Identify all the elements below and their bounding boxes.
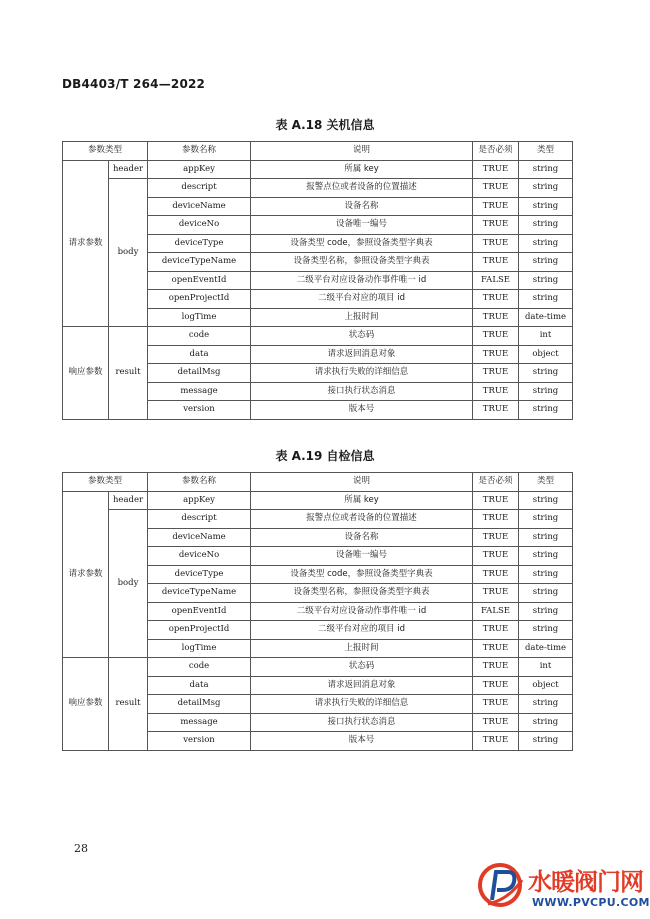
param-type: string bbox=[519, 179, 573, 198]
param-name: openProjectId bbox=[148, 290, 251, 309]
param-description: 设备类型名称，参照设备类型字典表 bbox=[251, 253, 473, 272]
body-group-label: body bbox=[109, 179, 148, 327]
param-type: date-time bbox=[519, 308, 573, 327]
param-name: deviceType bbox=[148, 565, 251, 584]
param-name: appKey bbox=[148, 491, 251, 510]
param-description: 二级平台对应的项目 id bbox=[251, 290, 473, 309]
watermark-url: WWW.PVCPU.COM bbox=[532, 896, 650, 909]
param-required: TRUE bbox=[473, 713, 519, 732]
param-name: code bbox=[148, 658, 251, 677]
table-a19-caption: 表 A.19 自检信息 bbox=[275, 449, 375, 463]
param-description: 接口执行状态消息 bbox=[251, 382, 473, 401]
table-header-row bbox=[63, 142, 573, 161]
param-name: deviceTypeName bbox=[148, 253, 251, 272]
column-header: 类型 bbox=[519, 142, 573, 161]
body-group-label: body bbox=[109, 510, 148, 658]
param-description: 请求执行失败的详细信息 bbox=[251, 364, 473, 383]
table-header-row bbox=[63, 473, 573, 492]
param-name: descript bbox=[148, 179, 251, 198]
param-required: TRUE bbox=[473, 491, 519, 510]
param-description: 所属 key bbox=[251, 160, 473, 179]
param-description: 上报时间 bbox=[251, 639, 473, 658]
param-description: 设备类型 code，参照设备类型字典表 bbox=[251, 234, 473, 253]
param-required: TRUE bbox=[473, 639, 519, 658]
param-description: 上报时间 bbox=[251, 308, 473, 327]
param-type: string bbox=[519, 528, 573, 547]
table-a18-caption: 表 A.18 关机信息 bbox=[275, 118, 375, 132]
param-required: TRUE bbox=[473, 547, 519, 566]
param-description: 报警点位或者设备的位置描述 bbox=[251, 179, 473, 198]
param-name: data bbox=[148, 676, 251, 695]
param-description: 设备唯一编号 bbox=[251, 216, 473, 235]
column-header: 参数名称 bbox=[148, 473, 251, 492]
param-required: FALSE bbox=[473, 271, 519, 290]
param-required: TRUE bbox=[473, 565, 519, 584]
watermark-logo-icon bbox=[478, 860, 526, 910]
param-description: 设备名称 bbox=[251, 528, 473, 547]
param-required: TRUE bbox=[473, 732, 519, 751]
param-type: string bbox=[519, 160, 573, 179]
param-required: TRUE bbox=[473, 382, 519, 401]
table-row bbox=[63, 160, 573, 179]
param-name: deviceNo bbox=[148, 547, 251, 566]
table-row bbox=[63, 327, 573, 346]
result-group-label: result bbox=[109, 658, 148, 751]
param-required: TRUE bbox=[473, 308, 519, 327]
param-type: string bbox=[519, 253, 573, 272]
table-a19 bbox=[62, 472, 573, 751]
param-required: TRUE bbox=[473, 345, 519, 364]
param-required: TRUE bbox=[473, 234, 519, 253]
header-group-label: header bbox=[109, 160, 148, 179]
param-type: string bbox=[519, 491, 573, 510]
param-type: string bbox=[519, 621, 573, 640]
table-a18 bbox=[62, 141, 573, 420]
param-required: TRUE bbox=[473, 197, 519, 216]
param-required: TRUE bbox=[473, 401, 519, 420]
param-description: 设备名称 bbox=[251, 197, 473, 216]
param-type: string bbox=[519, 364, 573, 383]
param-required: TRUE bbox=[473, 621, 519, 640]
param-name: message bbox=[148, 713, 251, 732]
param-required: TRUE bbox=[473, 179, 519, 198]
param-type: string bbox=[519, 216, 573, 235]
param-type: string bbox=[519, 271, 573, 290]
site-watermark bbox=[478, 856, 648, 916]
param-description: 状态码 bbox=[251, 658, 473, 677]
response-params-label: 响应参数 bbox=[63, 658, 109, 751]
param-name: version bbox=[148, 732, 251, 751]
param-description: 接口执行状态消息 bbox=[251, 713, 473, 732]
result-group-label: result bbox=[109, 327, 148, 420]
column-header: 说明 bbox=[251, 473, 473, 492]
param-description: 版本号 bbox=[251, 401, 473, 420]
param-type: string bbox=[519, 732, 573, 751]
param-type: string bbox=[519, 713, 573, 732]
param-required: TRUE bbox=[473, 364, 519, 383]
request-params-label: 请求参数 bbox=[63, 160, 109, 327]
table-row bbox=[63, 179, 573, 198]
document-code: DB4403/T 264—2022 bbox=[62, 77, 206, 91]
param-type: string bbox=[519, 382, 573, 401]
param-type: string bbox=[519, 602, 573, 621]
response-params-label: 响应参数 bbox=[63, 327, 109, 420]
page-number: 28 bbox=[74, 842, 88, 855]
column-header: 参数名称 bbox=[148, 142, 251, 161]
param-name: version bbox=[148, 401, 251, 420]
param-name: detailMsg bbox=[148, 364, 251, 383]
column-header: 类型 bbox=[519, 473, 573, 492]
param-name: descript bbox=[148, 510, 251, 529]
table-row bbox=[63, 658, 573, 677]
header-group-label: header bbox=[109, 491, 148, 510]
param-name: deviceName bbox=[148, 528, 251, 547]
param-name: message bbox=[148, 382, 251, 401]
param-type: string bbox=[519, 584, 573, 603]
param-required: FALSE bbox=[473, 602, 519, 621]
param-type: object bbox=[519, 676, 573, 695]
param-type: date-time bbox=[519, 639, 573, 658]
param-description: 版本号 bbox=[251, 732, 473, 751]
request-params-label: 请求参数 bbox=[63, 491, 109, 658]
param-description: 设备类型名称，参照设备类型字典表 bbox=[251, 584, 473, 603]
param-name: logTime bbox=[148, 308, 251, 327]
param-name: appKey bbox=[148, 160, 251, 179]
param-type: string bbox=[519, 234, 573, 253]
param-name: deviceName bbox=[148, 197, 251, 216]
param-required: TRUE bbox=[473, 658, 519, 677]
column-header: 说明 bbox=[251, 142, 473, 161]
param-required: TRUE bbox=[473, 290, 519, 309]
param-type: int bbox=[519, 327, 573, 346]
param-name: openEventId bbox=[148, 271, 251, 290]
param-name: detailMsg bbox=[148, 695, 251, 714]
param-name: openEventId bbox=[148, 602, 251, 621]
param-name: openProjectId bbox=[148, 621, 251, 640]
param-description: 二级平台对应设备动作事件唯一 id bbox=[251, 602, 473, 621]
param-description: 设备类型 code，参照设备类型字典表 bbox=[251, 565, 473, 584]
param-type: string bbox=[519, 401, 573, 420]
param-required: TRUE bbox=[473, 676, 519, 695]
param-type: int bbox=[519, 658, 573, 677]
param-description: 二级平台对应设备动作事件唯一 id bbox=[251, 271, 473, 290]
param-name: logTime bbox=[148, 639, 251, 658]
param-name: data bbox=[148, 345, 251, 364]
param-description: 二级平台对应的项目 id bbox=[251, 621, 473, 640]
param-type: string bbox=[519, 510, 573, 529]
param-required: TRUE bbox=[473, 327, 519, 346]
param-name: deviceType bbox=[148, 234, 251, 253]
param-description: 请求执行失败的详细信息 bbox=[251, 695, 473, 714]
param-description: 报警点位或者设备的位置描述 bbox=[251, 510, 473, 529]
watermark-title: 水暖阀门网 bbox=[528, 868, 643, 896]
param-type: object bbox=[519, 345, 573, 364]
param-description: 请求返回消息对象 bbox=[251, 676, 473, 695]
column-header: 是否必须 bbox=[473, 473, 519, 492]
param-type: string bbox=[519, 565, 573, 584]
param-required: TRUE bbox=[473, 253, 519, 272]
param-name: deviceTypeName bbox=[148, 584, 251, 603]
param-type: string bbox=[519, 695, 573, 714]
param-required: TRUE bbox=[473, 216, 519, 235]
param-type: string bbox=[519, 197, 573, 216]
column-header: 是否必须 bbox=[473, 142, 519, 161]
param-name: deviceNo bbox=[148, 216, 251, 235]
param-description: 设备唯一编号 bbox=[251, 547, 473, 566]
table-row bbox=[63, 491, 573, 510]
table-row bbox=[63, 510, 573, 529]
param-description: 所属 key bbox=[251, 491, 473, 510]
param-description: 状态码 bbox=[251, 327, 473, 346]
column-header: 参数类型 bbox=[63, 142, 148, 161]
param-type: string bbox=[519, 290, 573, 309]
param-required: TRUE bbox=[473, 584, 519, 603]
param-required: TRUE bbox=[473, 695, 519, 714]
param-type: string bbox=[519, 547, 573, 566]
param-required: TRUE bbox=[473, 510, 519, 529]
param-required: TRUE bbox=[473, 528, 519, 547]
param-name: code bbox=[148, 327, 251, 346]
param-required: TRUE bbox=[473, 160, 519, 179]
column-header: 参数类型 bbox=[63, 473, 148, 492]
param-description: 请求返回消息对象 bbox=[251, 345, 473, 364]
